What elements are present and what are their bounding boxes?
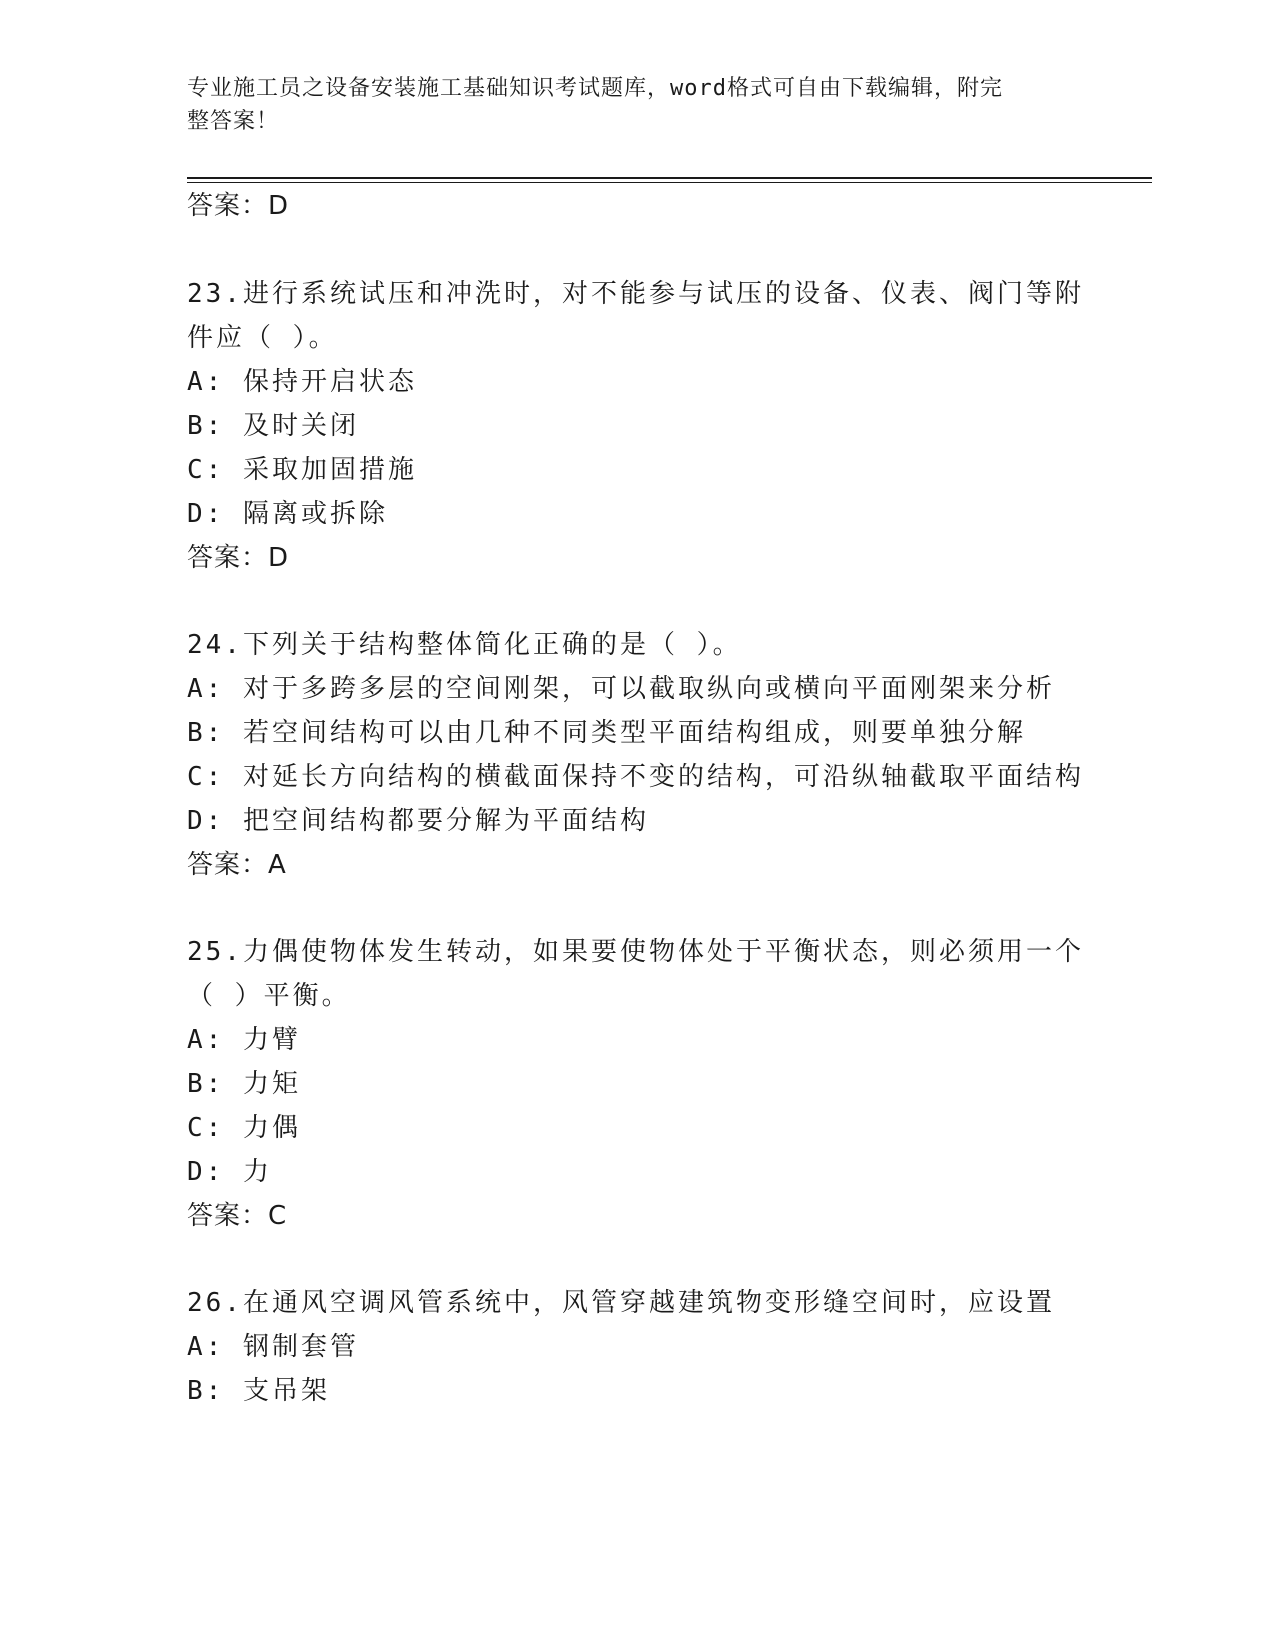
answer-22: 答案：D bbox=[187, 191, 290, 221]
option-a: A: 力臂 bbox=[187, 1025, 301, 1055]
option-d: D: 力 bbox=[187, 1157, 272, 1187]
option-b: B: 若空间结构可以由几种不同类型平面结构组成，则要单独分解 bbox=[187, 718, 1026, 748]
header-line-2: 整答案！ bbox=[187, 109, 280, 134]
question-stem: 24.下列关于结构整体简化正确的是（ ）。 bbox=[187, 630, 742, 660]
question-stem: （ ）平衡。 bbox=[187, 981, 351, 1011]
question-stem: 23.进行系统试压和冲洗时，对不能参与试压的设备、仪表、阀门等附 bbox=[187, 279, 1084, 309]
option-d: D: 把空间结构都要分解为平面结构 bbox=[187, 806, 649, 836]
option-b: B: 及时关闭 bbox=[187, 411, 359, 441]
question-stem: 26.在通风空调风管系统中，风管穿越建筑物变形缝空间时，应设置 bbox=[187, 1288, 1055, 1318]
option-a: A: 对于多跨多层的空间刚架，可以截取纵向或横向平面刚架来分析 bbox=[187, 674, 1055, 704]
answer: 答案：C bbox=[187, 1201, 288, 1231]
option-c: C: 对延长方向结构的横截面保持不变的结构，可沿纵轴截取平面结构 bbox=[187, 762, 1084, 792]
header-rule-thin bbox=[187, 182, 1152, 183]
document-header bbox=[187, 72, 1067, 138]
option-a: A: 钢制套管 bbox=[187, 1332, 359, 1362]
answer: 答案：A bbox=[187, 850, 287, 880]
option-b: B: 力矩 bbox=[187, 1069, 301, 1099]
header-line-1: 专业施工员之设备安装施工基础知识考试题库，word格式可自由下载编辑，附完 bbox=[187, 76, 1003, 101]
header-rule-thick bbox=[187, 177, 1152, 179]
question-stem: 件应（ ）。 bbox=[187, 323, 338, 353]
option-b: B: 支吊架 bbox=[187, 1376, 330, 1406]
option-c: C: 力偶 bbox=[187, 1113, 301, 1143]
option-a: A: 保持开启状态 bbox=[187, 367, 417, 397]
option-c: C: 采取加固措施 bbox=[187, 455, 417, 485]
option-d: D: 隔离或拆除 bbox=[187, 499, 388, 529]
question-stem: 25.力偶使物体发生转动，如果要使物体处于平衡状态，则必须用一个 bbox=[187, 937, 1084, 967]
answer: 答案：D bbox=[187, 543, 290, 573]
